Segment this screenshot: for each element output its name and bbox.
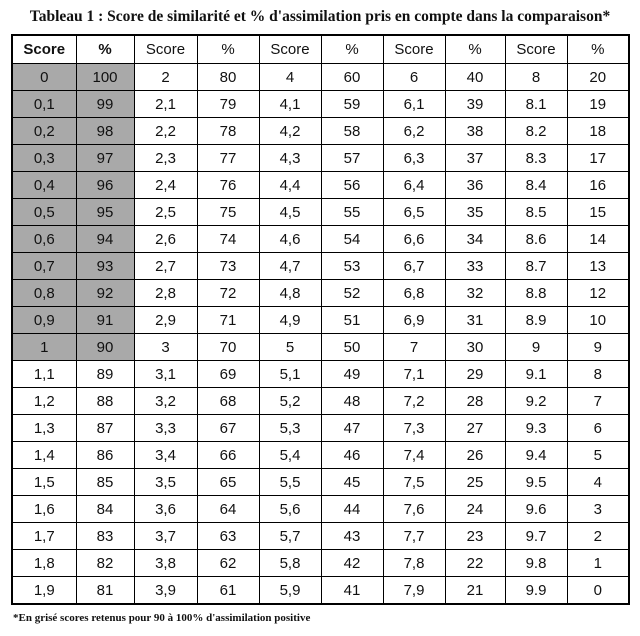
score-cell: 1: [12, 334, 76, 361]
table-row: [12, 523, 629, 550]
table-row: [12, 280, 629, 307]
score-cell: 6,2: [383, 118, 445, 145]
percent-cell: 30: [445, 334, 505, 361]
score-cell: 0,8: [12, 280, 76, 307]
score-cell: 2,4: [134, 172, 197, 199]
percent-cell: 81: [76, 577, 134, 605]
percent-cell: 15: [567, 199, 629, 226]
score-cell: 4,2: [259, 118, 321, 145]
percent-cell: 49: [321, 361, 383, 388]
score-cell: 6,1: [383, 91, 445, 118]
score-cell: 2,9: [134, 307, 197, 334]
percent-cell: 44: [321, 496, 383, 523]
percent-cell: 48: [321, 388, 383, 415]
score-cell: 6,5: [383, 199, 445, 226]
score-cell: 5,9: [259, 577, 321, 605]
percent-cell: 65: [197, 469, 259, 496]
column-header-percent: %: [321, 35, 383, 64]
table-row: [12, 442, 629, 469]
table-row: [12, 226, 629, 253]
table-row: [12, 307, 629, 334]
table-row: [12, 415, 629, 442]
score-cell: 7,2: [383, 388, 445, 415]
percent-cell: 35: [445, 199, 505, 226]
percent-cell: 32: [445, 280, 505, 307]
column-header-percent: %: [445, 35, 505, 64]
score-cell: 3,7: [134, 523, 197, 550]
percent-cell: 84: [76, 496, 134, 523]
percent-cell: 68: [197, 388, 259, 415]
score-cell: 3: [134, 334, 197, 361]
score-cell: 5,2: [259, 388, 321, 415]
percent-cell: 31: [445, 307, 505, 334]
score-cell: 6,8: [383, 280, 445, 307]
score-cell: 5: [259, 334, 321, 361]
score-cell: 6,9: [383, 307, 445, 334]
percent-cell: 5: [567, 442, 629, 469]
score-cell: 5,7: [259, 523, 321, 550]
percent-cell: 62: [197, 550, 259, 577]
percent-cell: 93: [76, 253, 134, 280]
percent-cell: 58: [321, 118, 383, 145]
score-cell: 4: [259, 64, 321, 91]
score-cell: 0,1: [12, 91, 76, 118]
score-cell: 5,6: [259, 496, 321, 523]
score-cell: 4,4: [259, 172, 321, 199]
percent-cell: 95: [76, 199, 134, 226]
percent-cell: 72: [197, 280, 259, 307]
percent-cell: 25: [445, 469, 505, 496]
percent-cell: 38: [445, 118, 505, 145]
score-cell: 9.7: [505, 523, 567, 550]
similarity-table: [11, 34, 630, 605]
score-cell: 0: [12, 64, 76, 91]
percent-cell: 16: [567, 172, 629, 199]
percent-cell: 66: [197, 442, 259, 469]
score-cell: 7,1: [383, 361, 445, 388]
percent-cell: 43: [321, 523, 383, 550]
score-cell: 8: [505, 64, 567, 91]
score-cell: 9.6: [505, 496, 567, 523]
score-cell: 9.8: [505, 550, 567, 577]
score-cell: 8.8: [505, 280, 567, 307]
score-cell: 2,5: [134, 199, 197, 226]
percent-cell: 70: [197, 334, 259, 361]
score-cell: 2,8: [134, 280, 197, 307]
score-cell: 1,6: [12, 496, 76, 523]
percent-cell: 45: [321, 469, 383, 496]
score-cell: 3,5: [134, 469, 197, 496]
score-cell: 9.3: [505, 415, 567, 442]
percent-cell: 63: [197, 523, 259, 550]
column-header-score: Score: [134, 35, 197, 64]
percent-cell: 92: [76, 280, 134, 307]
percent-cell: 69: [197, 361, 259, 388]
score-cell: 2,1: [134, 91, 197, 118]
score-cell: 8.2: [505, 118, 567, 145]
score-cell: 4,1: [259, 91, 321, 118]
percent-cell: 0: [567, 577, 629, 605]
table-row: [12, 577, 629, 605]
percent-cell: 4: [567, 469, 629, 496]
score-cell: 2,7: [134, 253, 197, 280]
score-cell: 7,7: [383, 523, 445, 550]
score-cell: 1,3: [12, 415, 76, 442]
percent-cell: 100: [76, 64, 134, 91]
score-cell: 7,6: [383, 496, 445, 523]
table-row: [12, 361, 629, 388]
percent-cell: 99: [76, 91, 134, 118]
table-row: [12, 64, 629, 91]
score-cell: 4,6: [259, 226, 321, 253]
score-cell: 9.2: [505, 388, 567, 415]
score-cell: 0,9: [12, 307, 76, 334]
percent-cell: 89: [76, 361, 134, 388]
score-cell: 7,9: [383, 577, 445, 605]
percent-cell: 36: [445, 172, 505, 199]
score-cell: 5,8: [259, 550, 321, 577]
score-cell: 9.9: [505, 577, 567, 605]
percent-cell: 27: [445, 415, 505, 442]
percent-cell: 61: [197, 577, 259, 605]
score-cell: 6,6: [383, 226, 445, 253]
percent-cell: 23: [445, 523, 505, 550]
score-cell: 7,8: [383, 550, 445, 577]
score-cell: 3,3: [134, 415, 197, 442]
score-cell: 8.4: [505, 172, 567, 199]
percent-cell: 59: [321, 91, 383, 118]
table-row: [12, 91, 629, 118]
percent-cell: 83: [76, 523, 134, 550]
percent-cell: 53: [321, 253, 383, 280]
score-cell: 0,2: [12, 118, 76, 145]
percent-cell: 90: [76, 334, 134, 361]
score-cell: 0,3: [12, 145, 76, 172]
percent-cell: 2: [567, 523, 629, 550]
column-header-percent: %: [76, 35, 134, 64]
score-cell: 0,5: [12, 199, 76, 226]
percent-cell: 80: [197, 64, 259, 91]
percent-cell: 28: [445, 388, 505, 415]
percent-cell: 75: [197, 199, 259, 226]
percent-cell: 52: [321, 280, 383, 307]
score-cell: 3,4: [134, 442, 197, 469]
score-cell: 4,7: [259, 253, 321, 280]
score-cell: 9.4: [505, 442, 567, 469]
score-cell: 4,5: [259, 199, 321, 226]
percent-cell: 71: [197, 307, 259, 334]
header-row: [12, 35, 629, 64]
score-cell: 4,3: [259, 145, 321, 172]
score-cell: 2,2: [134, 118, 197, 145]
percent-cell: 85: [76, 469, 134, 496]
score-cell: 8.7: [505, 253, 567, 280]
percent-cell: 26: [445, 442, 505, 469]
score-cell: 0,4: [12, 172, 76, 199]
percent-cell: 40: [445, 64, 505, 91]
score-cell: 5,3: [259, 415, 321, 442]
score-cell: 3,8: [134, 550, 197, 577]
score-cell: 8.6: [505, 226, 567, 253]
percent-cell: 3: [567, 496, 629, 523]
percent-cell: 7: [567, 388, 629, 415]
score-cell: 1,8: [12, 550, 76, 577]
percent-cell: 96: [76, 172, 134, 199]
percent-cell: 60: [321, 64, 383, 91]
table-body: [12, 64, 629, 605]
percent-cell: 24: [445, 496, 505, 523]
percent-cell: 57: [321, 145, 383, 172]
percent-cell: 19: [567, 91, 629, 118]
score-cell: 7,5: [383, 469, 445, 496]
percent-cell: 9: [567, 334, 629, 361]
score-cell: 5,4: [259, 442, 321, 469]
percent-cell: 79: [197, 91, 259, 118]
percent-cell: 50: [321, 334, 383, 361]
percent-cell: 87: [76, 415, 134, 442]
column-header-percent: %: [567, 35, 629, 64]
percent-cell: 78: [197, 118, 259, 145]
score-cell: 8.5: [505, 199, 567, 226]
percent-cell: 76: [197, 172, 259, 199]
percent-cell: 42: [321, 550, 383, 577]
score-cell: 7,3: [383, 415, 445, 442]
table-row: [12, 199, 629, 226]
score-cell: 4,8: [259, 280, 321, 307]
score-cell: 9: [505, 334, 567, 361]
percent-cell: 37: [445, 145, 505, 172]
score-cell: 3,2: [134, 388, 197, 415]
column-header-percent: %: [197, 35, 259, 64]
table-row: [12, 388, 629, 415]
table-title: Tableau 1 : Score de similarité et % d'assimilation pris en compte dans la comparaison*: [29, 8, 611, 25]
percent-cell: 41: [321, 577, 383, 605]
score-cell: 5,1: [259, 361, 321, 388]
score-cell: 2: [134, 64, 197, 91]
table-row: [12, 145, 629, 172]
score-cell: 2,3: [134, 145, 197, 172]
score-cell: 1,5: [12, 469, 76, 496]
percent-cell: 73: [197, 253, 259, 280]
score-cell: 8.1: [505, 91, 567, 118]
percent-cell: 77: [197, 145, 259, 172]
percent-cell: 1: [567, 550, 629, 577]
column-header-score: Score: [383, 35, 445, 64]
percent-cell: 20: [567, 64, 629, 91]
score-cell: 3,9: [134, 577, 197, 605]
table-row: [12, 172, 629, 199]
percent-cell: 33: [445, 253, 505, 280]
score-cell: 6,3: [383, 145, 445, 172]
score-cell: 4,9: [259, 307, 321, 334]
score-cell: 8.9: [505, 307, 567, 334]
percent-cell: 10: [567, 307, 629, 334]
score-cell: 1,4: [12, 442, 76, 469]
percent-cell: 22: [445, 550, 505, 577]
percent-cell: 64: [197, 496, 259, 523]
percent-cell: 55: [321, 199, 383, 226]
score-cell: 1,7: [12, 523, 76, 550]
column-header-score: Score: [505, 35, 567, 64]
table-row: [12, 253, 629, 280]
percent-cell: 67: [197, 415, 259, 442]
footnote: *En grisé scores retenus pour 90 à 100% d'assimilation positive: [13, 612, 311, 624]
score-cell: 6,4: [383, 172, 445, 199]
percent-cell: 74: [197, 226, 259, 253]
percent-cell: 6: [567, 415, 629, 442]
percent-cell: 46: [321, 442, 383, 469]
column-header-score: Score: [259, 35, 321, 64]
score-cell: 2,6: [134, 226, 197, 253]
percent-cell: 97: [76, 145, 134, 172]
score-cell: 9.1: [505, 361, 567, 388]
score-cell: 1,1: [12, 361, 76, 388]
percent-cell: 88: [76, 388, 134, 415]
percent-cell: 56: [321, 172, 383, 199]
percent-cell: 47: [321, 415, 383, 442]
percent-cell: 54: [321, 226, 383, 253]
score-cell: 9.5: [505, 469, 567, 496]
column-header-score: Score: [12, 35, 76, 64]
score-cell: 6,7: [383, 253, 445, 280]
percent-cell: 21: [445, 577, 505, 605]
percent-cell: 94: [76, 226, 134, 253]
score-cell: 8.3: [505, 145, 567, 172]
score-cell: 0,7: [12, 253, 76, 280]
percent-cell: 34: [445, 226, 505, 253]
table-row: [12, 334, 629, 361]
score-cell: 1,9: [12, 577, 76, 605]
percent-cell: 12: [567, 280, 629, 307]
table-row: [12, 469, 629, 496]
table-row: [12, 118, 629, 145]
percent-cell: 82: [76, 550, 134, 577]
score-cell: 6: [383, 64, 445, 91]
percent-cell: 29: [445, 361, 505, 388]
percent-cell: 13: [567, 253, 629, 280]
score-cell: 0,6: [12, 226, 76, 253]
percent-cell: 8: [567, 361, 629, 388]
score-cell: 7,4: [383, 442, 445, 469]
percent-cell: 14: [567, 226, 629, 253]
percent-cell: 17: [567, 145, 629, 172]
percent-cell: 91: [76, 307, 134, 334]
percent-cell: 86: [76, 442, 134, 469]
score-cell: 3,1: [134, 361, 197, 388]
score-cell: 3,6: [134, 496, 197, 523]
table-row: [12, 550, 629, 577]
percent-cell: 18: [567, 118, 629, 145]
percent-cell: 39: [445, 91, 505, 118]
percent-cell: 98: [76, 118, 134, 145]
table-row: [12, 496, 629, 523]
score-cell: 5,5: [259, 469, 321, 496]
score-cell: 7: [383, 334, 445, 361]
score-cell: 1,2: [12, 388, 76, 415]
percent-cell: 51: [321, 307, 383, 334]
